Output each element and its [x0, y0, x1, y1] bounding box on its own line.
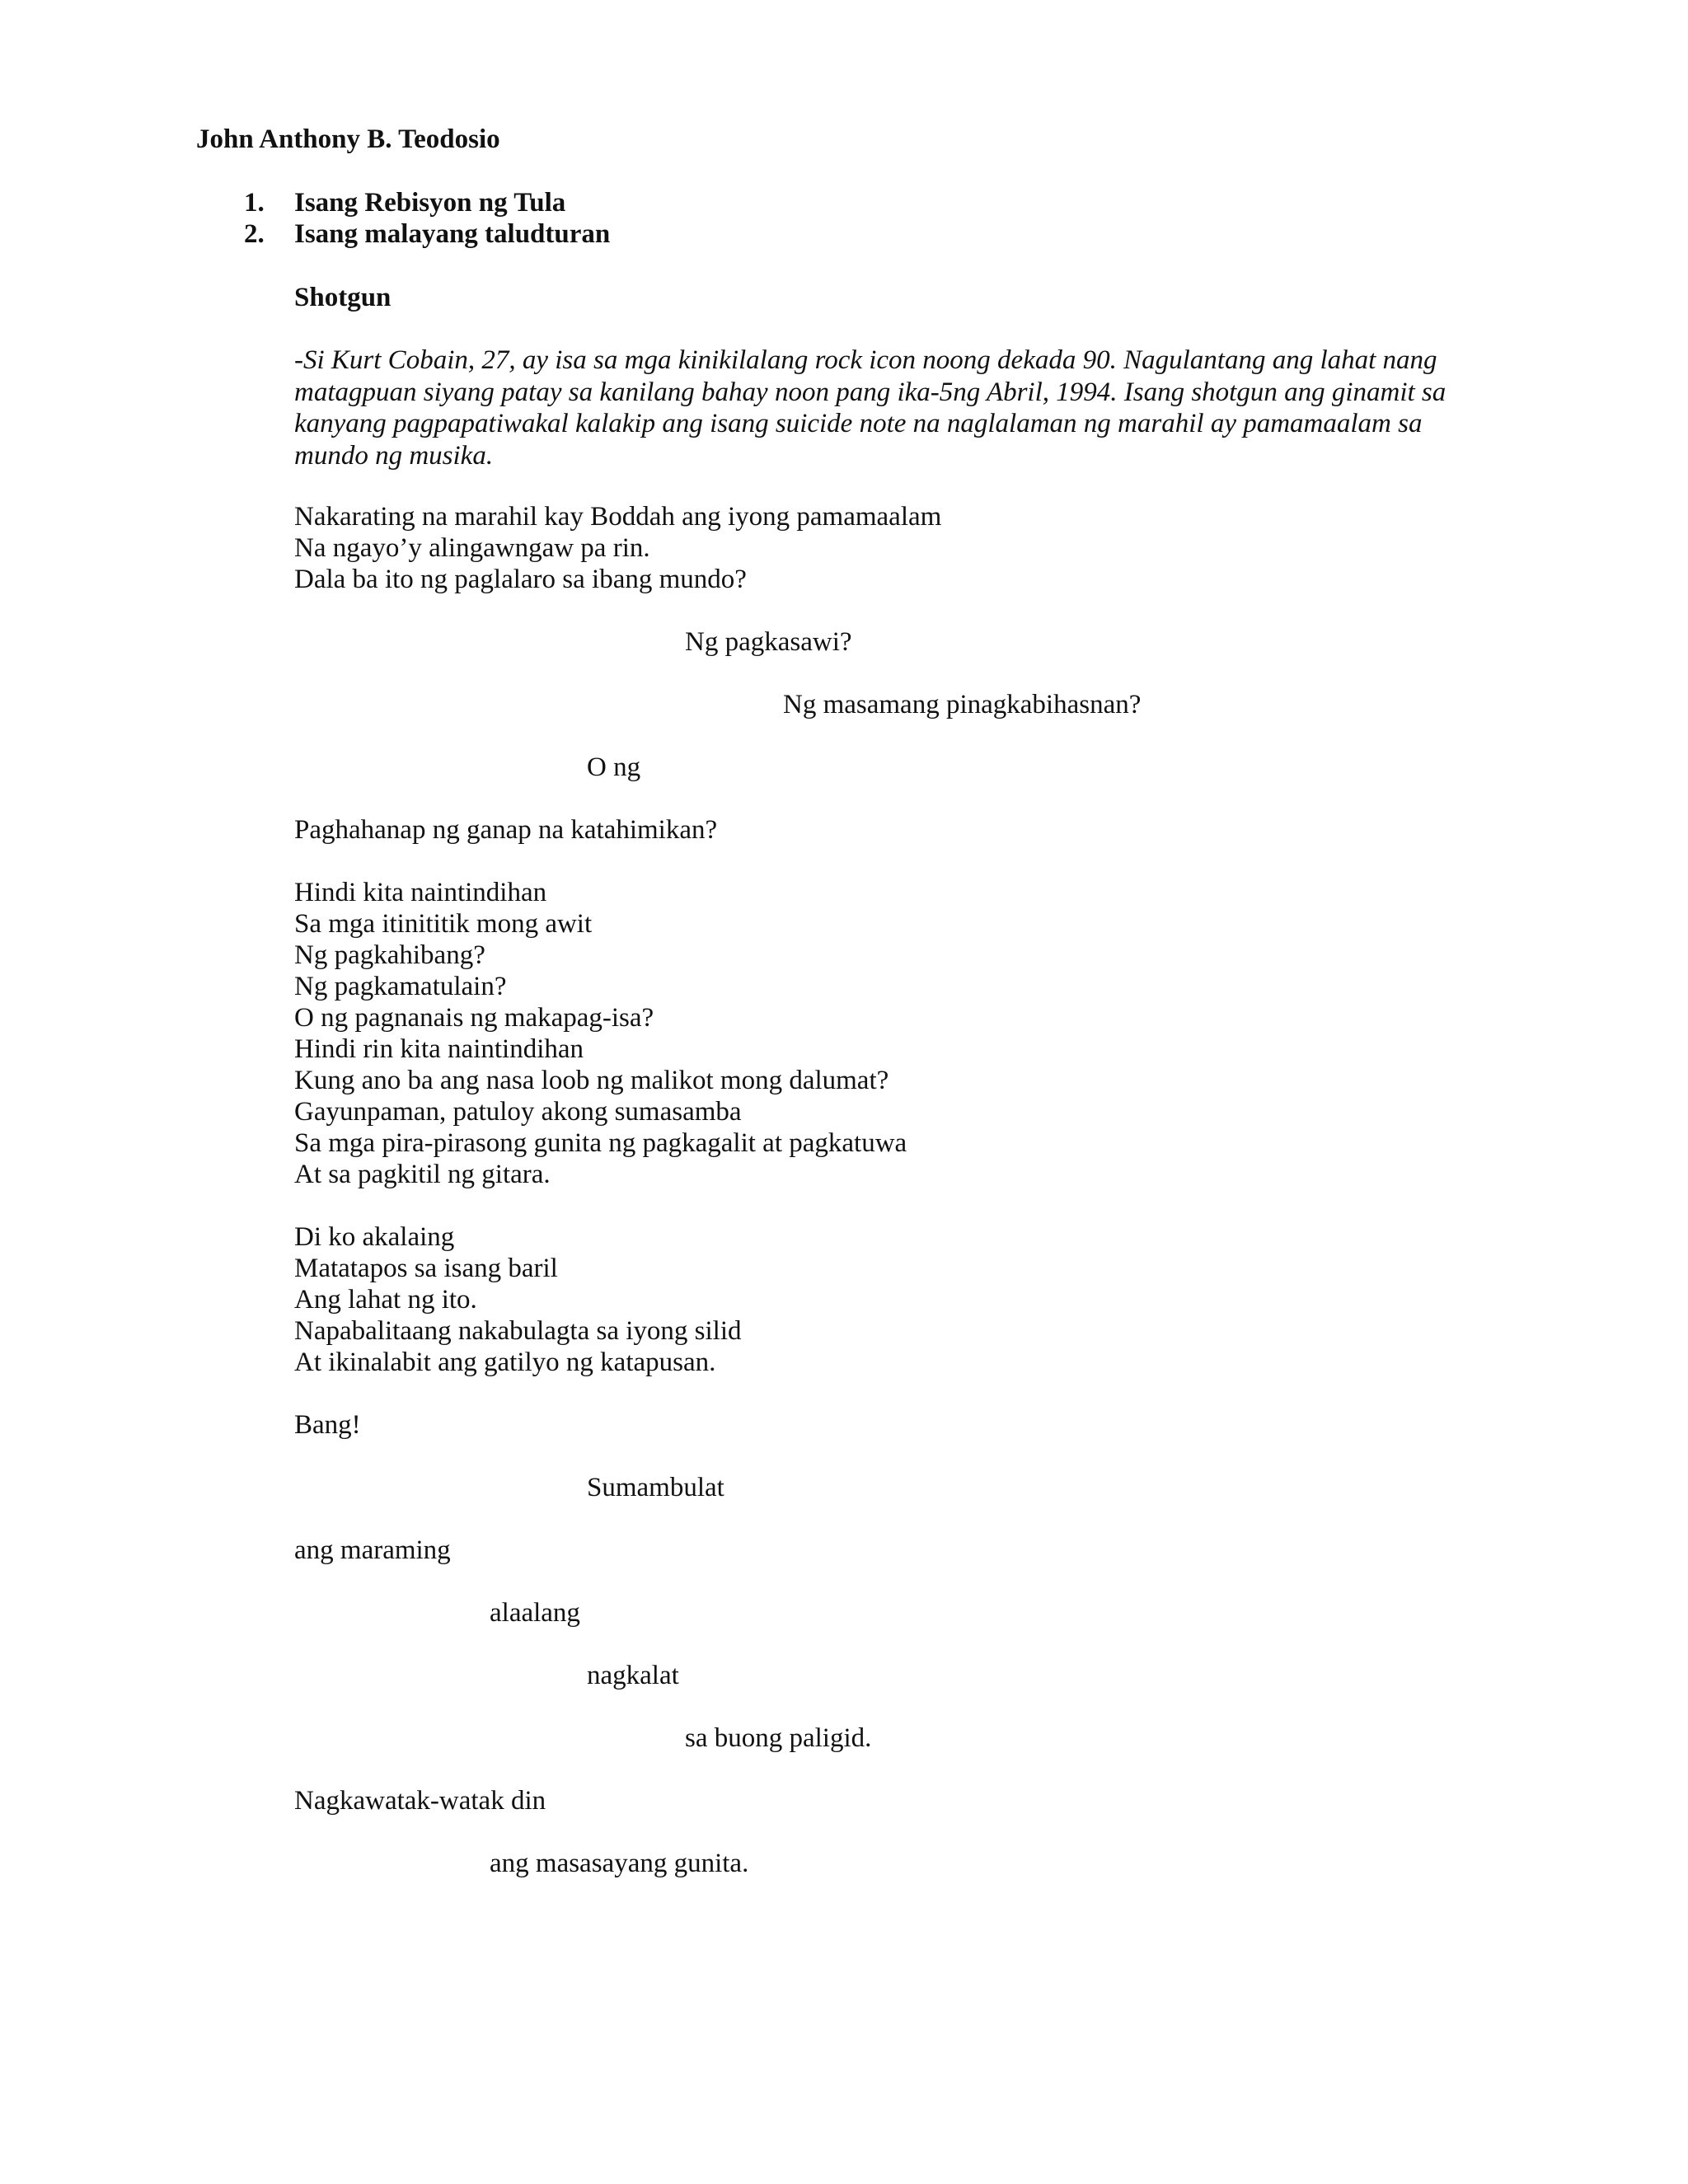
- stanza2-line-1: Hindi kita naintindihan: [294, 878, 547, 907]
- stanza2-line-3: Ng pagkahibang?: [294, 940, 485, 970]
- scatter-line-o-ng: O ng: [587, 752, 641, 782]
- scatter-line-sa-buong-paligid: sa buong paligid.: [685, 1723, 872, 1753]
- stanza2-line-10: At sa pagkitil ng gitara.: [294, 1160, 551, 1189]
- list-number-1: 1.: [244, 188, 265, 218]
- scatter-line-sumambulat: Sumambulat: [587, 1473, 724, 1502]
- list-item-1: Isang Rebisyon ng Tula: [294, 188, 566, 218]
- stanza1-line-2: Na ngayo’y alingawngaw pa rin.: [294, 533, 650, 563]
- stanza1-line-1: Nakarating na marahil kay Boddah ang iyong pamamaalam: [294, 502, 942, 532]
- list-item-2: Isang malayang taludturan: [294, 219, 611, 249]
- scatter-line-nagkawatak: Nagkawatak-watak din: [294, 1786, 546, 1816]
- scatter-line-alaalang: alaalang: [490, 1598, 580, 1628]
- stanza3-line-3: Ang lahat ng ito.: [294, 1285, 477, 1315]
- stanza3-line-5: At ikinalabit ang gatilyo ng katapusan.: [294, 1347, 716, 1377]
- list-number-2: 2.: [244, 219, 265, 249]
- epigraph: -Si Kurt Cobain, 27, ay isa sa mga kinikilalang rock icon noong dekada 90. Nagulantang ang lahat nang matagpuan siyang patay sa kanilang bahay noon pang ika-5ng Abril, 1994. Isang shotgun ang ginamit sa kanyang pagpapatiwakal kalakip ang isang suicide note na naglalaman ng marahil ay pamamaalam sa mundo ng musika.: [294, 345, 1447, 471]
- stanza2-line-5: O ng pagnanais ng makapag-isa?: [294, 1003, 654, 1033]
- stanza1-line-3: Dala ba ito ng paglalaro sa ibang mundo?: [294, 565, 747, 594]
- poem-title: Shotgun: [294, 283, 392, 312]
- stanza2-line-8: Gayunpaman, patuloy akong sumasamba: [294, 1097, 742, 1127]
- author-name: John Anthony B. Teodosio: [196, 124, 500, 154]
- stanza3-line-1: Di ko akalaing: [294, 1222, 455, 1252]
- scatter-line-paghahanap: Paghahanap ng ganap na katahimikan?: [294, 815, 718, 845]
- stanza3-line-2: Matatapos sa isang baril: [294, 1254, 558, 1283]
- stanza2-line-6: Hindi rin kita naintindihan: [294, 1034, 584, 1064]
- scatter-line-ang-maraming: ang maraming: [294, 1535, 451, 1565]
- stanza2-line-9: Sa mga pira-pirasong gunita ng pagkagalit at pagkatuwa: [294, 1128, 907, 1158]
- stanza3-line-4: Napabalitaang nakabulagta sa iyong silid: [294, 1316, 742, 1346]
- stanza2-line-4: Ng pagkamatulain?: [294, 972, 507, 1001]
- scatter-line-pagkasawi: Ng pagkasawi?: [685, 627, 852, 657]
- stanza2-line-2: Sa mga itinititik mong awit: [294, 909, 593, 939]
- scatter-line-nagkalat: nagkalat: [587, 1661, 679, 1690]
- scatter-line-ang-masasayang: ang masasayang gunita.: [490, 1849, 749, 1878]
- scatter-line-pinagkabihasnan: Ng masamang pinagkabihasnan?: [783, 690, 1142, 719]
- scatter-line-bang: Bang!: [294, 1410, 361, 1440]
- stanza2-line-7: Kung ano ba ang nasa loob ng malikot mong dalumat?: [294, 1066, 889, 1095]
